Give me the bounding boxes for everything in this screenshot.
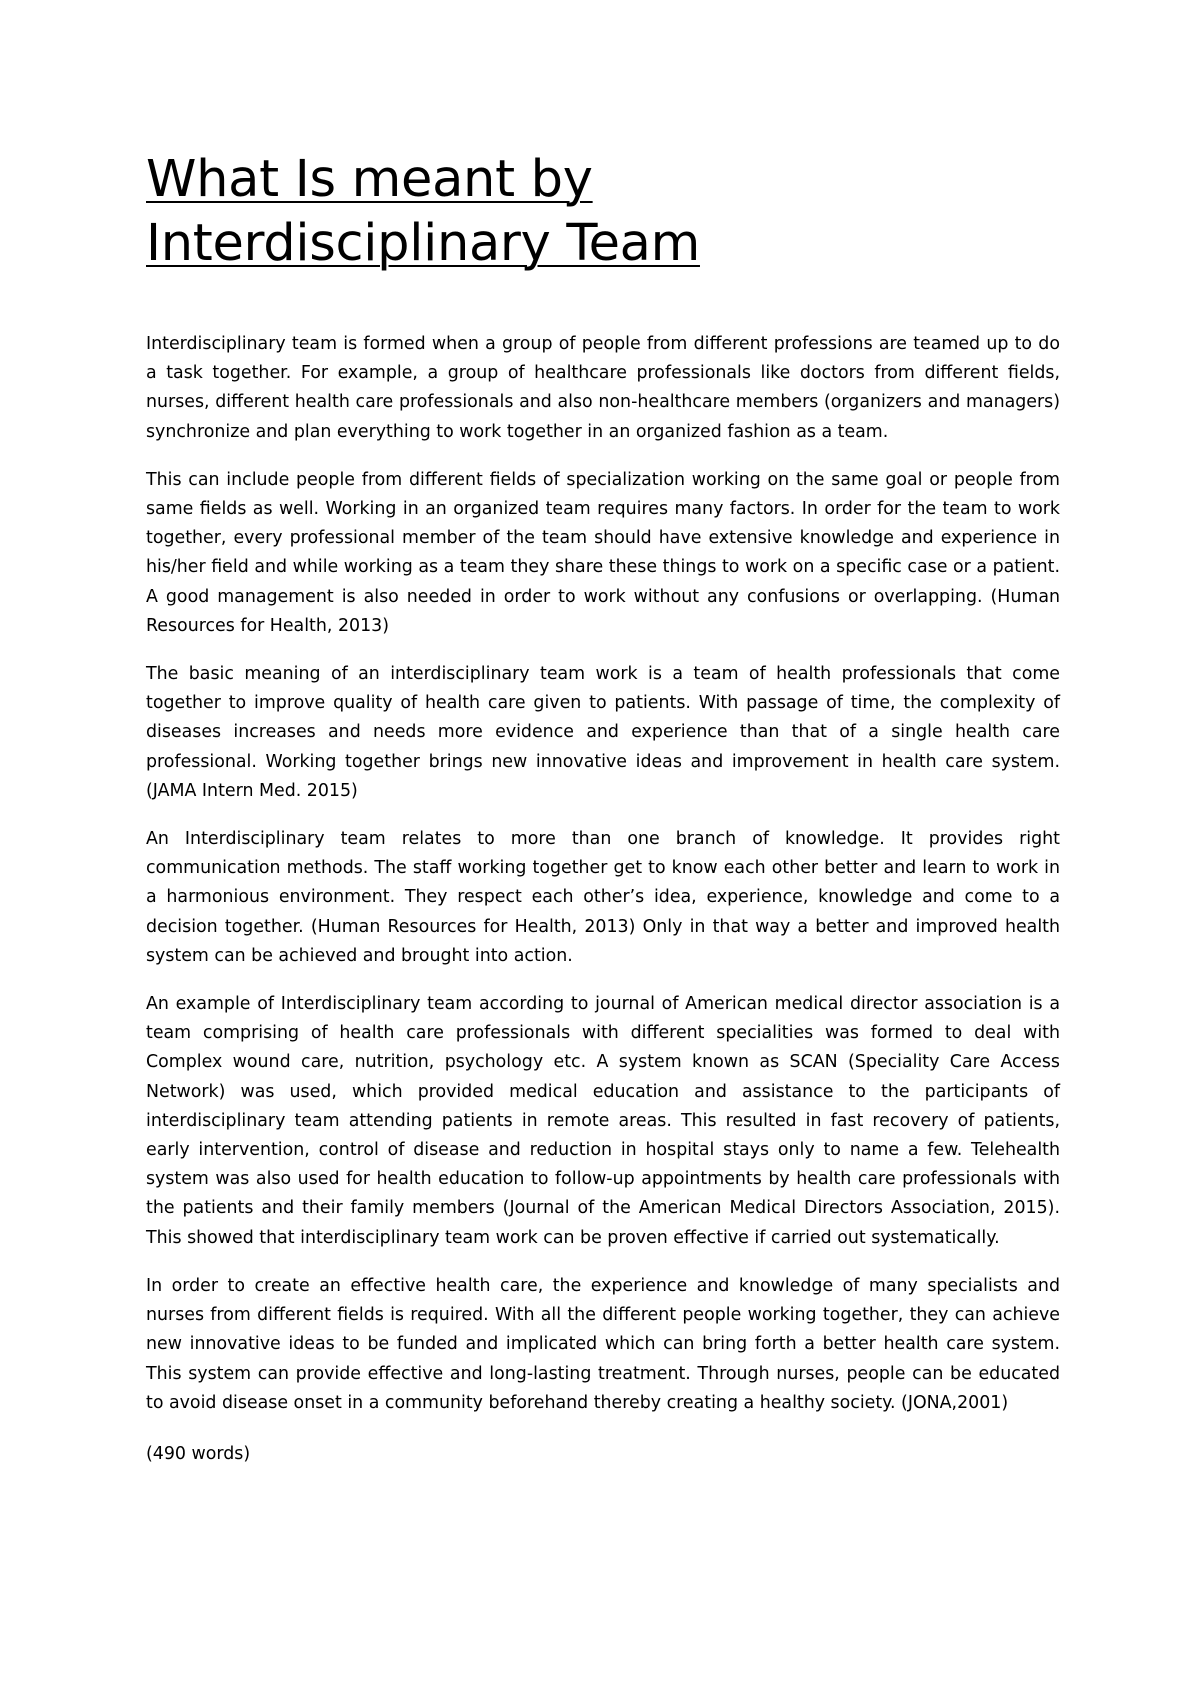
paragraph-basic-meaning: The basic meaning of an interdisciplinary team work is a team of health professionals that come together to improve quality of health care given to patients. With passage of time, the complexity of diseases increases and needs more evidence and experience than that of a single health care professional. Working together brings new innovative ideas and improvement in health care system. (JAMA Intern Med. 2015) [146, 664, 1060, 801]
title-line-2: Interdisciplinary Team [146, 214, 700, 273]
document-page [146, 0, 1060, 1469]
document-body [146, 330, 1060, 1469]
title-line-1: What Is meant by [146, 150, 593, 209]
paragraph-example: An example of Interdisciplinary team according to journal of American medical director association is a team comprising of health care professionals with different specialities was formed to deal with Complex wound care, nutrition, psychology etc. A system known as SCAN (Speciality Care Access Network) was used, which provided medical education and assistance to the participants of interdisciplinary team attending patients in remote areas. This resulted in fast recovery of patients, early intervention, control of disease and reduction in hospital stays only to name a few. Telehealth system was also used for health education to follow-up appointments by health care professionals with the patients and their family members (Journal of the American Medical Directors Association, 2015). This showed that interdisciplinary team work can be proven effective if carried out systematically. [146, 994, 1060, 1248]
word-count: (490 words) [146, 1443, 251, 1464]
paragraph-effective-health-care: In order to create an effective health care, the experience and knowledge of many specialists and nurses from different fields is required. With all the different people working together, they can achieve new innovative ideas to be funded and implicated which can bring forth a better health care system. This system can provide effective and long-lasting treatment. Through nurses, people can be educated to avoid disease onset in a community beforehand thereby creating a healthy society. (JONA,2001) [146, 1275, 1060, 1413]
paragraph-specialization: This can include people from different fields of specialization working on the same goal or people from same fields as well. Working in an organized team requires many factors. In order for the team to work together, every professional member of the team should have extensive knowledge and experience in his/her field and while working as a team they share these things to work on a specific case or a patient. A good management is also needed in order to work without any confusions or overlapping. (Human Resources for Health, 2013) [146, 469, 1060, 636]
paragraph-definition: Interdisciplinary team is formed when a group of people from different professions are teamed up to do a task together. For example, a group of healthcare professionals like doctors from different fields, nurses, different health care professionals and also non-healthcare members (organizers and managers) synchronize and plan everything to work together in an organized fashion as a team. [146, 334, 1060, 442]
document-title [146, 0, 1060, 276]
paragraph-branch-of-knowledge: An Interdisciplinary team relates to more than one branch of knowledge. It provides right communication methods. The staff working together get to know each other better and learn to work in a harmonious environment. They respect each other’s idea, experience, knowledge and come to a decision together. (Human Resources for Health, 2013) Only in that way a better and improved health system can be achieved and brought into action. [146, 829, 1060, 966]
